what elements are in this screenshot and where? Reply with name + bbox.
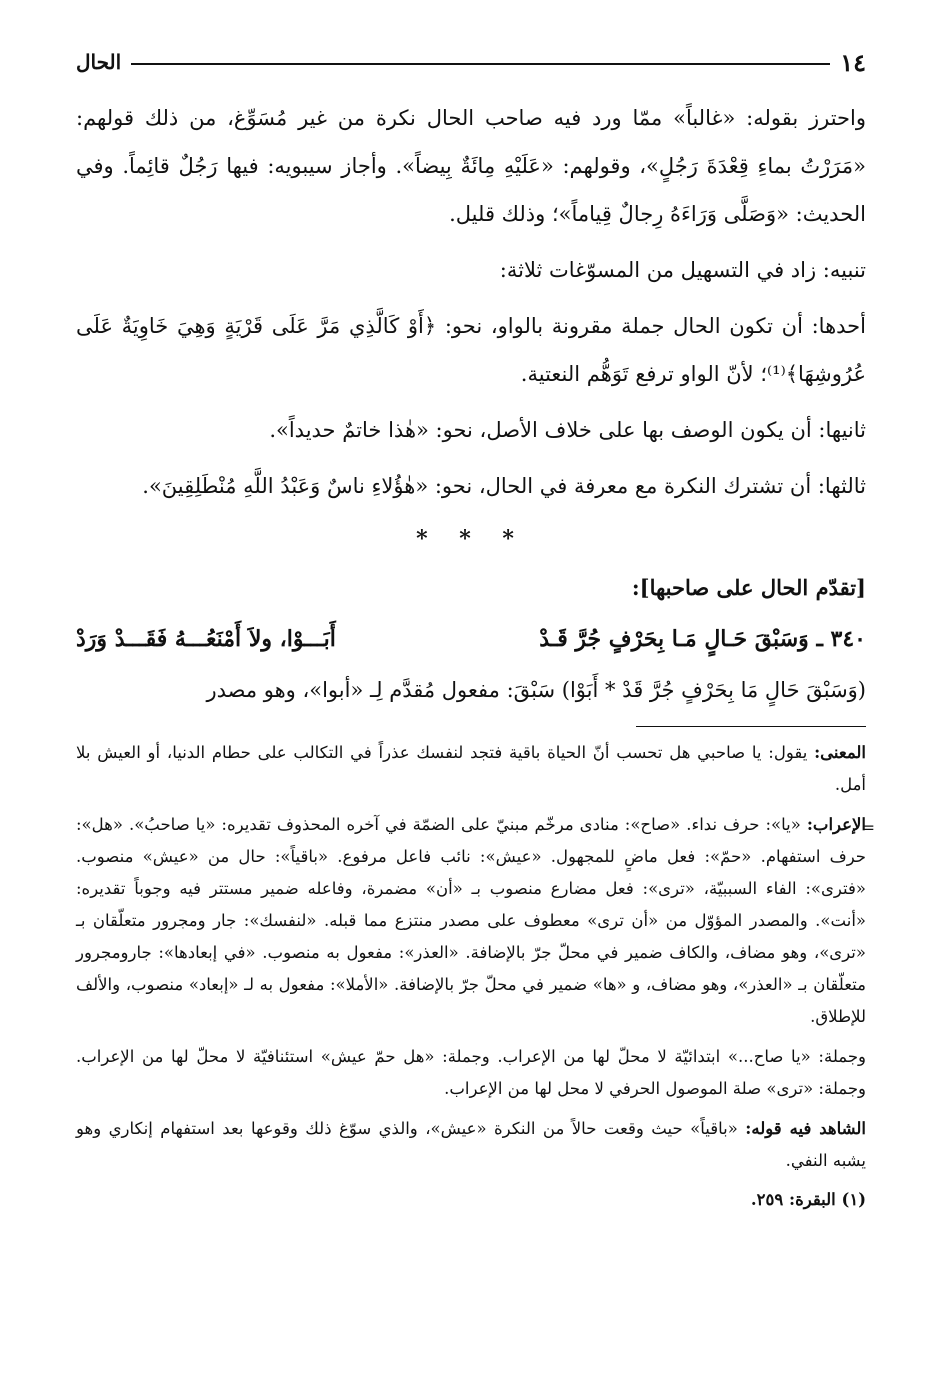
footnote-i3rab (76, 809, 866, 1033)
i3rab-text: «يا»: حرف نداء. «صاح»: منادى مرخّم مبنيّ على الضمّة في آخره المحذوف تقديره: «يا صاحبُ». «هل»: حرف استفهام. «حمّ»: فعل ماضٍ للمجهول. «عيش»: نائب فاعل مرفوع. «باقياً»: حال من «عيش» منصوب. «فترى»: الفاء السببيّة، «ترى»: فعل مضارع منصوب بـ «أن» مضمرة، وفاعله ضمير مستتر فيه وجوباً تقديره: «أنت». والمصدر المؤوّل من «أن ترى» معطوف على مصدر منتزع مما قبله. «لنفسك»: جار ومجرور متعلّقان بـ «ترى»، وهو مضاف، والكاف ضمير في محلّ جرّ بالإضافة. «العذر»: مفعول به منصوب. «في إبعادها»: جارومجرور متعلّقان بـ «العذر»، وهو مضاف، و «ها» ضمير في محلّ جرّ بالإضافة. «الأملا»: مفعول به لـ «إبعاد» منصوب، والألف للإطلاق. (76, 815, 866, 1026)
verse-first-text: وَسَبْقَ حَـالٍ مَـا بِحَرْفٍ جُرَّ قَـدْ (539, 626, 809, 652)
paragraph-1: واحترز بقوله: «غالباً» ممّا ورد فيه صاحب الحال نكرة من غير مُسَوِّغ، من ذلك قولهم: «مَرَرْتُ بماءِ قِعْدَةَ رَجُلٍ»، وقولهم: «عَلَيْهِ مِائَةٌ بِيضاً». وأجاز سيبويه: فيها رَجُلٌ قائِماً. وفي الحديث: «وَصَلَّى وَرَاءَهُ رِجالٌ قِياماً»؛ وذلك قليل. (76, 106, 866, 226)
document-page (76, 40, 866, 1215)
i3rab-label: الإعراب: (806, 815, 866, 834)
shahid-label: الشاهد فيه قوله: (745, 1119, 866, 1138)
footnote-rule (636, 726, 866, 727)
header-rule (131, 63, 830, 65)
verse-commentary: (وَسَبْقَ حَالٍ مَا بِحَرْفٍ جُرَّ قَدْ * أَبَوْا) سَبْقَ: مفعول مُقدَّم لِـ «أبوا»، وهو مصدر (206, 678, 866, 702)
chapter-title: الحال (76, 50, 122, 74)
meaning-text: يقول: يا صاحبي هل تحسب أنّ الحياة باقية فتجد لنفسك عذراً في التكالب على حطام الدنيا، أو العيش بلا أمل. (76, 743, 866, 794)
verse-second-hemistich: أَبَـــوْا، ولاَ أَمْنَعُـــهُ فَقَـــدْ وَرَدْ (76, 626, 336, 652)
quran-reference: (١) البقرة: ٢٥٩. (750, 1190, 866, 1209)
footnote-meaning (76, 737, 866, 801)
footnotes (76, 737, 866, 1215)
continuation-mark: = (861, 818, 875, 837)
section-title: [تقدّم الحال على صاحبها]: (631, 575, 866, 600)
meaning-label: المعنى: (814, 743, 866, 762)
shahid-text: «باقياً» حيث وقعت حالاً من النكرة «عيش»، والذي سوّغ ذلك وقوعها بعد استفهام إنكاري وهو يشبه النفي. (76, 1119, 866, 1170)
paragraph-second: ثانيها: أن يكون الوصف بها على خلاف الأصل، نحو: «هٰذا خاتمٌ حديداً». (269, 418, 866, 442)
poem-verse (76, 614, 866, 664)
paragraph-note: تنبيه: زاد في التسهيل من المسوّغات ثلاثة: (499, 258, 866, 282)
verse-number: ٣٤٠ ـ (816, 626, 866, 652)
footnote-jumal: وجملة: «يا صاح...» ابتدائيّة لا محلّ لها من الإعراب. وجملة: «هل حمّ عيش» استئنافيّة لا محلّ لها من الإعراب. وجملة: «ترى» صلة الموصول الحرفي لا محل لها من الإعراب. (76, 1047, 866, 1098)
main-text (76, 94, 866, 510)
paragraph-first: أحدها: أن تكون الحال جملة مقرونة بالواو، نحو: ﴿أَوْ كَالَّذِي مَرَّ عَلَى قَرْيَةٍ وَهِيَ خَاوِيَةٌ عَلَى عُرُوشِهَا﴾⁽¹⁾؛ لأنّ الواو ترفع تَوَهُّم النعتية. (76, 314, 866, 386)
footnote-shahid (76, 1113, 866, 1177)
section-separator: * * * (416, 526, 526, 552)
page-header (76, 40, 866, 84)
page-number: ١٤ (840, 47, 866, 77)
paragraph-third: ثالثها: أن تشترك النكرة مع معرفة في الحال، نحو: «هٰؤُلاءِ ناسٌ وَعَبْدُ اللَّهِ مُنْطَلِقِينَ». (142, 474, 866, 498)
verse-first-hemistich (539, 614, 866, 664)
